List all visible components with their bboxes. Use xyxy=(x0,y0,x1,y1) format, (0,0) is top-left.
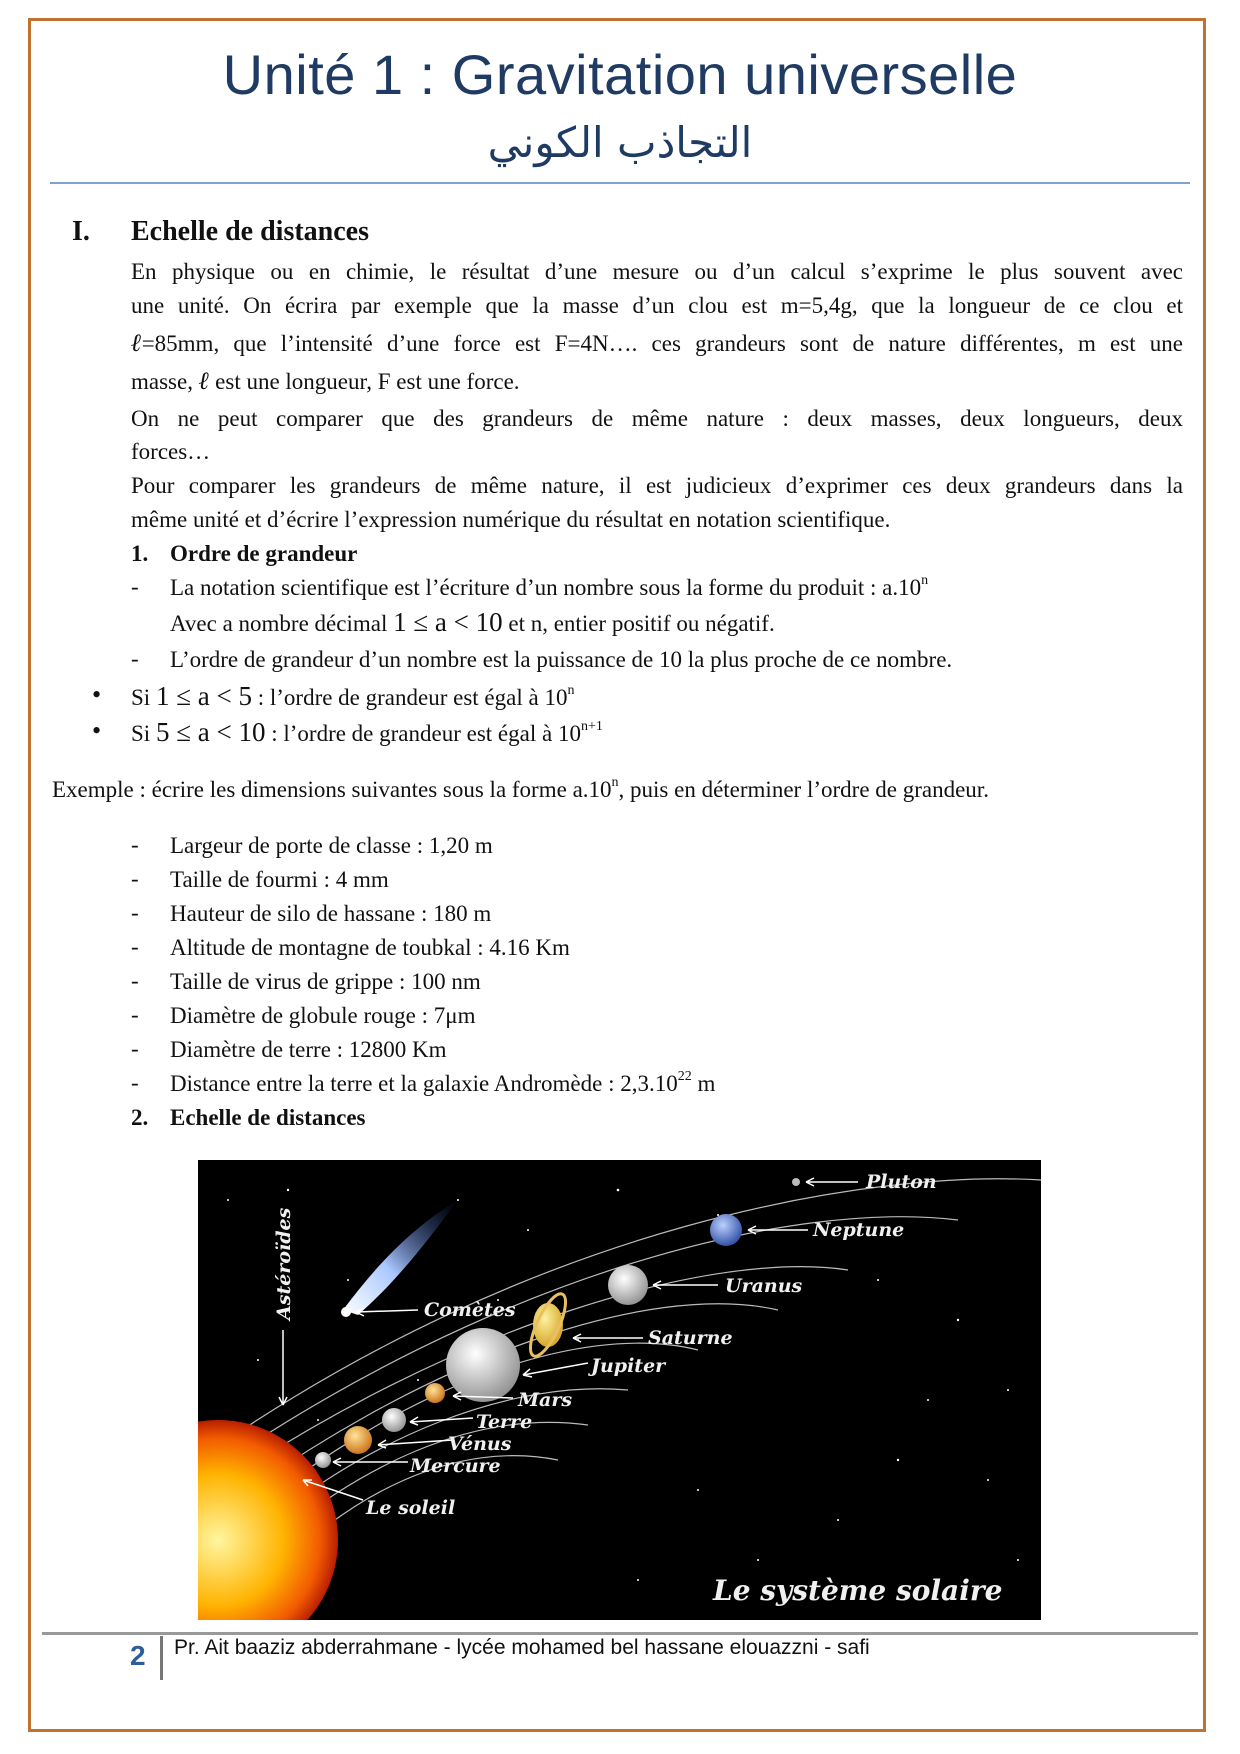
paragraph-line: On ne peut comparer que des grandeurs de même nature : deux masses, deux longueurs, deux xyxy=(131,406,1183,431)
comet-head xyxy=(341,1307,351,1317)
superscript: n xyxy=(611,775,619,790)
example-intro xyxy=(52,776,989,804)
paragraph-line: forces… xyxy=(131,439,211,464)
section-number: I. xyxy=(72,216,90,247)
superscript: n+1 xyxy=(580,719,603,734)
page-title-arabic: التجاذب الكوني xyxy=(487,118,753,167)
dash-marker: - xyxy=(131,968,139,993)
label-terre: Terre xyxy=(476,1411,533,1433)
bullet-text: : l’ordre de grandeur est égal à 10 xyxy=(251,685,568,710)
example-item: Taille de fourmi : 4 mm xyxy=(170,867,389,892)
list-item-text: La notation scientifique est l’écriture d’un nombre sous la forme du produit : a.10 xyxy=(170,575,922,600)
dash-marker: - xyxy=(131,646,139,671)
example-item: Hauteur de silo de hassane : 180 m xyxy=(170,901,492,926)
bullet-item xyxy=(131,682,574,712)
label-pluton: Pluton xyxy=(866,1171,937,1193)
dash-marker: - xyxy=(131,900,139,925)
mercury xyxy=(315,1452,331,1468)
dash-marker: - xyxy=(131,1036,139,1061)
example-item: Altitude de montagne de toubkal : 4.16 Km xyxy=(170,935,570,960)
example-item xyxy=(170,1070,715,1098)
bullet-text: Si xyxy=(131,721,156,746)
uranus xyxy=(608,1265,648,1305)
label-saturne: Saturne xyxy=(648,1327,733,1349)
label-venus: Vénus xyxy=(448,1433,512,1455)
label-uranus: Uranus xyxy=(725,1275,803,1297)
dash-marker: - xyxy=(131,574,139,599)
paragraph-text: masse, xyxy=(131,369,199,394)
pluto xyxy=(792,1178,800,1186)
superscript: n xyxy=(921,573,929,588)
neptune xyxy=(710,1214,742,1246)
dash-marker: - xyxy=(131,1002,139,1027)
list-item xyxy=(170,574,928,602)
label-cometes: Comètes xyxy=(424,1299,516,1321)
title-divider xyxy=(50,182,1190,184)
example-item: Diamètre de globule rouge : 7μm xyxy=(170,1003,476,1028)
jupiter xyxy=(446,1328,520,1402)
venus xyxy=(344,1426,372,1454)
paragraph-text: =85mm, que l’intensité d’une force est F=4N…. ces grandeurs sont de nature différentes, m est une xyxy=(141,331,1183,356)
example-text: , puis en déterminer l’ordre de grandeur. xyxy=(618,777,989,802)
label-jupiter: Jupiter xyxy=(591,1355,666,1377)
subsection-number: 2. xyxy=(131,1105,149,1130)
subsection-title: Echelle de distances xyxy=(170,1105,366,1130)
list-item-continued xyxy=(170,608,775,638)
page-title: Unité 1 : Gravitation universelle xyxy=(222,43,1018,106)
paragraph-line xyxy=(131,330,1183,358)
math-expression: 1 ≤ a < 5 xyxy=(155,681,252,711)
list-item-text: Avec a nombre décimal xyxy=(170,611,394,636)
bullet-item xyxy=(131,718,603,748)
label-soleil: Le soleil xyxy=(366,1497,456,1519)
length-symbol: ℓ xyxy=(131,330,142,357)
label-asteroides: Astéroïdes xyxy=(273,1207,295,1320)
subsection-number: 1. xyxy=(131,541,149,566)
paragraph-line: une unité. On écrira par exemple que la masse d’un clou est m=5,4g, que la longueur de ce clou et xyxy=(131,293,1183,318)
example-item-text: Distance entre la terre et la galaxie Andromède : 2,3.10 xyxy=(170,1071,678,1096)
paragraph-line: même unité et d’écrire l’expression numérique du résultat en notation scientifique. xyxy=(131,507,891,532)
paragraph-line: En physique ou en chimie, le résultat d’une mesure ou d’un calcul s’exprime le plus souvent avec xyxy=(131,259,1183,284)
example-item: Diamètre de terre : 12800 Km xyxy=(170,1037,447,1062)
earth xyxy=(382,1408,406,1432)
dash-marker: - xyxy=(131,866,139,891)
label-mars: Mars xyxy=(518,1389,573,1411)
dash-marker: - xyxy=(131,934,139,959)
footer-divider xyxy=(42,1632,1198,1635)
list-item-text: et n, entier positif ou négatif. xyxy=(502,611,775,636)
paragraph-line: Pour comparer les grandeurs de même nature, il est judicieux d’exprimer ces deux grandeurs dans la xyxy=(131,473,1183,498)
footer-author: Pr. Ait baaziz abderrahmane - lycée mohamed bel hassane elouazzni - safi xyxy=(174,1636,870,1659)
example-item: Largeur de porte de classe : 1,20 m xyxy=(170,833,493,858)
label-neptune: Neptune xyxy=(813,1219,905,1241)
figure-caption: Le système solaire xyxy=(713,1574,1003,1607)
example-item: Taille de virus de grippe : 100 nm xyxy=(170,969,481,994)
bullet-marker: • xyxy=(92,716,102,745)
mars xyxy=(425,1383,445,1403)
paragraph-line xyxy=(131,368,520,396)
dash-marker: - xyxy=(131,832,139,857)
length-symbol: ℓ xyxy=(198,368,210,395)
subsection-title: Ordre de grandeur xyxy=(170,541,358,566)
dash-marker: - xyxy=(131,1070,139,1095)
page-number: 2 xyxy=(130,1640,146,1671)
superscript: n xyxy=(567,683,575,698)
footer-separator xyxy=(160,1636,163,1680)
paragraph-text: est une longueur, F est une force. xyxy=(209,369,520,394)
bullet-marker: • xyxy=(92,680,102,709)
math-expression: 1 ≤ a < 10 xyxy=(393,607,503,637)
superscript: 22 xyxy=(677,1069,692,1084)
list-item: L’ordre de grandeur d’un nombre est la puissance de 10 la plus proche de ce nombre. xyxy=(170,647,953,672)
example-item-text: m xyxy=(691,1071,716,1096)
section-title: Echelle de distances xyxy=(131,216,369,247)
bullet-text: Si xyxy=(131,685,156,710)
example-text: Exemple : écrire les dimensions suivantes sous la forme a.10 xyxy=(52,777,612,802)
label-mercure: Mercure xyxy=(410,1455,501,1477)
solar-system-image xyxy=(198,1160,1041,1620)
math-expression: 5 ≤ a < 10 xyxy=(155,717,266,747)
bullet-text: : l’ordre de grandeur est égal à 10 xyxy=(265,721,581,746)
